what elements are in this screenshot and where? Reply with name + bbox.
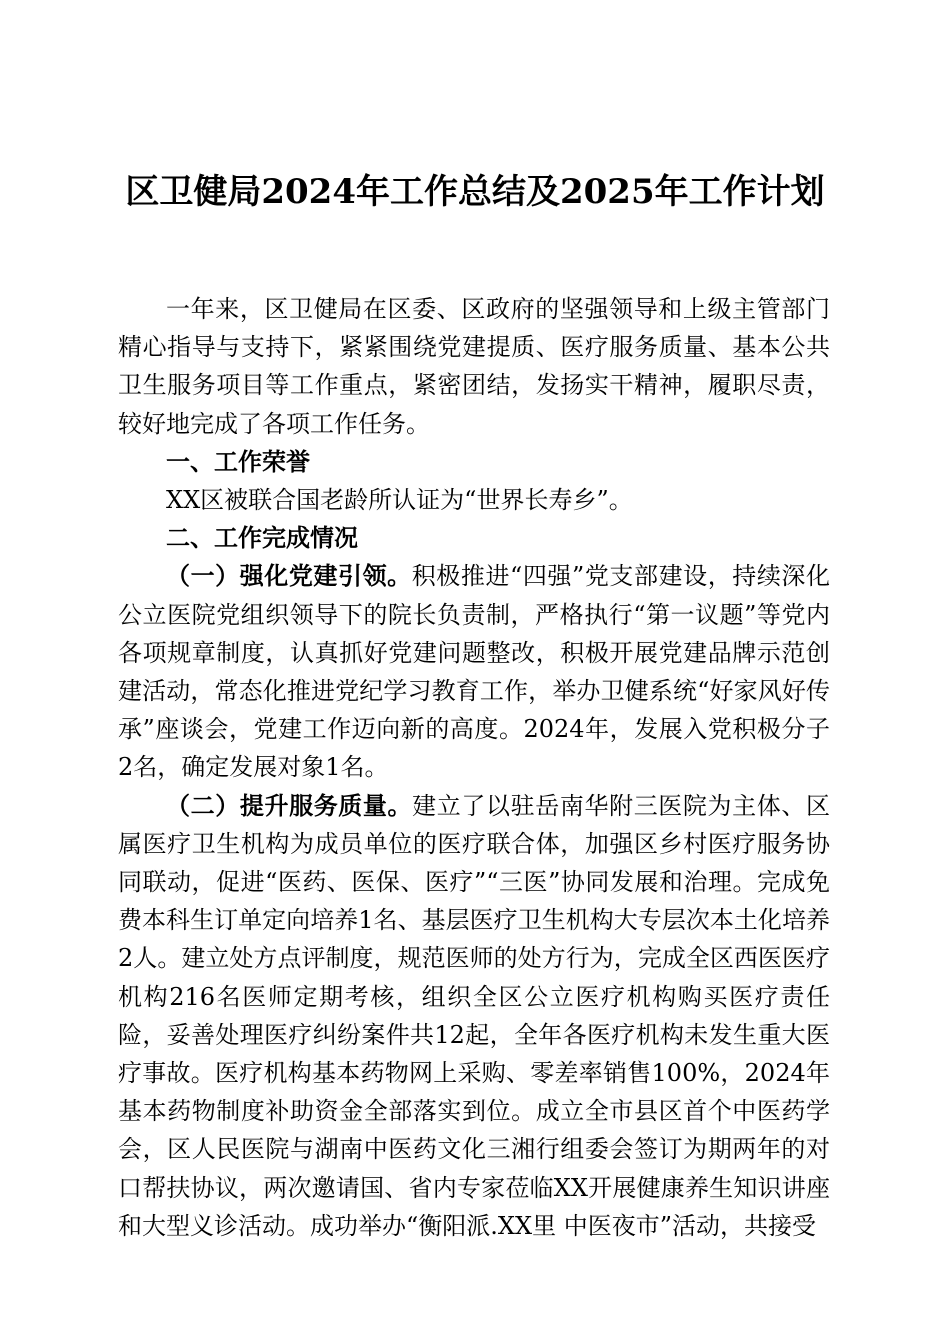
intro-paragraph: 一年来，区卫健局在区委、区政府的坚强领导和上级主管部门精心指导与支持下，紧紧围绕党建提质、医疗服务质量、基本公共卫生服务项目等工作重点，紧密团结，发扬实干精神，履职尽责，较好地完成了各项工作任务。 — [118, 295, 830, 438]
section-heading-work-completion: 二、工作完成情况 — [166, 524, 358, 553]
service-quality-text: 建立了以驻岳南华附三医院为主体、区属医疗卫生机构为成员单位的医疗联合体，加强区乡村医疗服务协同联动，促进“医药、医保、医疗”“三医”协同发展和治理。完成免费本科生订单定向培养1名、基层医疗卫生机构大专层次本土化培养2人。建立处方点评制度，规范医师的处方行为，完成全区西医医疗机构216名医师定期考核，组织全区公立医疗机构购买医疗责任险，妥善处理医疗纠纷案件共12起，全年各医疗机构未发生重大医疗事故。医疗机构基本药物网上采购、零差率销售100%，2024年基本药物制度补助资金全部落实到位。成立全市县区首个中医药学会，区人民医院与湖南中医药文化三湘行组委会签订为期两年的对口帮扶协议，两次邀请国、省内专家莅临XX开展健康养生知识讲座和大型义诊活动。成功举办“衡阳派.XX里 中医夜市”活动，共接受 — [118, 791, 831, 1240]
party-building-lead: （一）强化党建引领。 — [166, 561, 412, 591]
document-title: 区卫健局2024年工作总结及2025年工作计划 — [125, 172, 825, 212]
service-quality-paragraph — [118, 787, 830, 1245]
section-heading-honors: 一、工作荣誉 — [166, 447, 310, 476]
service-quality-lead: （二）提升服务质量。 — [166, 790, 413, 820]
party-building-text: 积极推进“四强”党支部建设，持续深化公立医院党组织领导下的院长负责制，严格执行“第一议题”等党内各项规章制度，认真抓好党建问题整改，积极开展党建品牌示范创建活动，常态化推进党纪学习教育工作，举办卫健系统“好家风好传承”座谈会，党建工作迈向新的高度。2024年，发展入党积极分子2名，确定发展对象1名。 — [118, 562, 831, 782]
party-building-paragraph — [118, 557, 830, 786]
document-body — [118, 290, 830, 1245]
honors-paragraph: XX区被联合国老龄所认证为“世界长寿乡”。 — [166, 486, 633, 515]
